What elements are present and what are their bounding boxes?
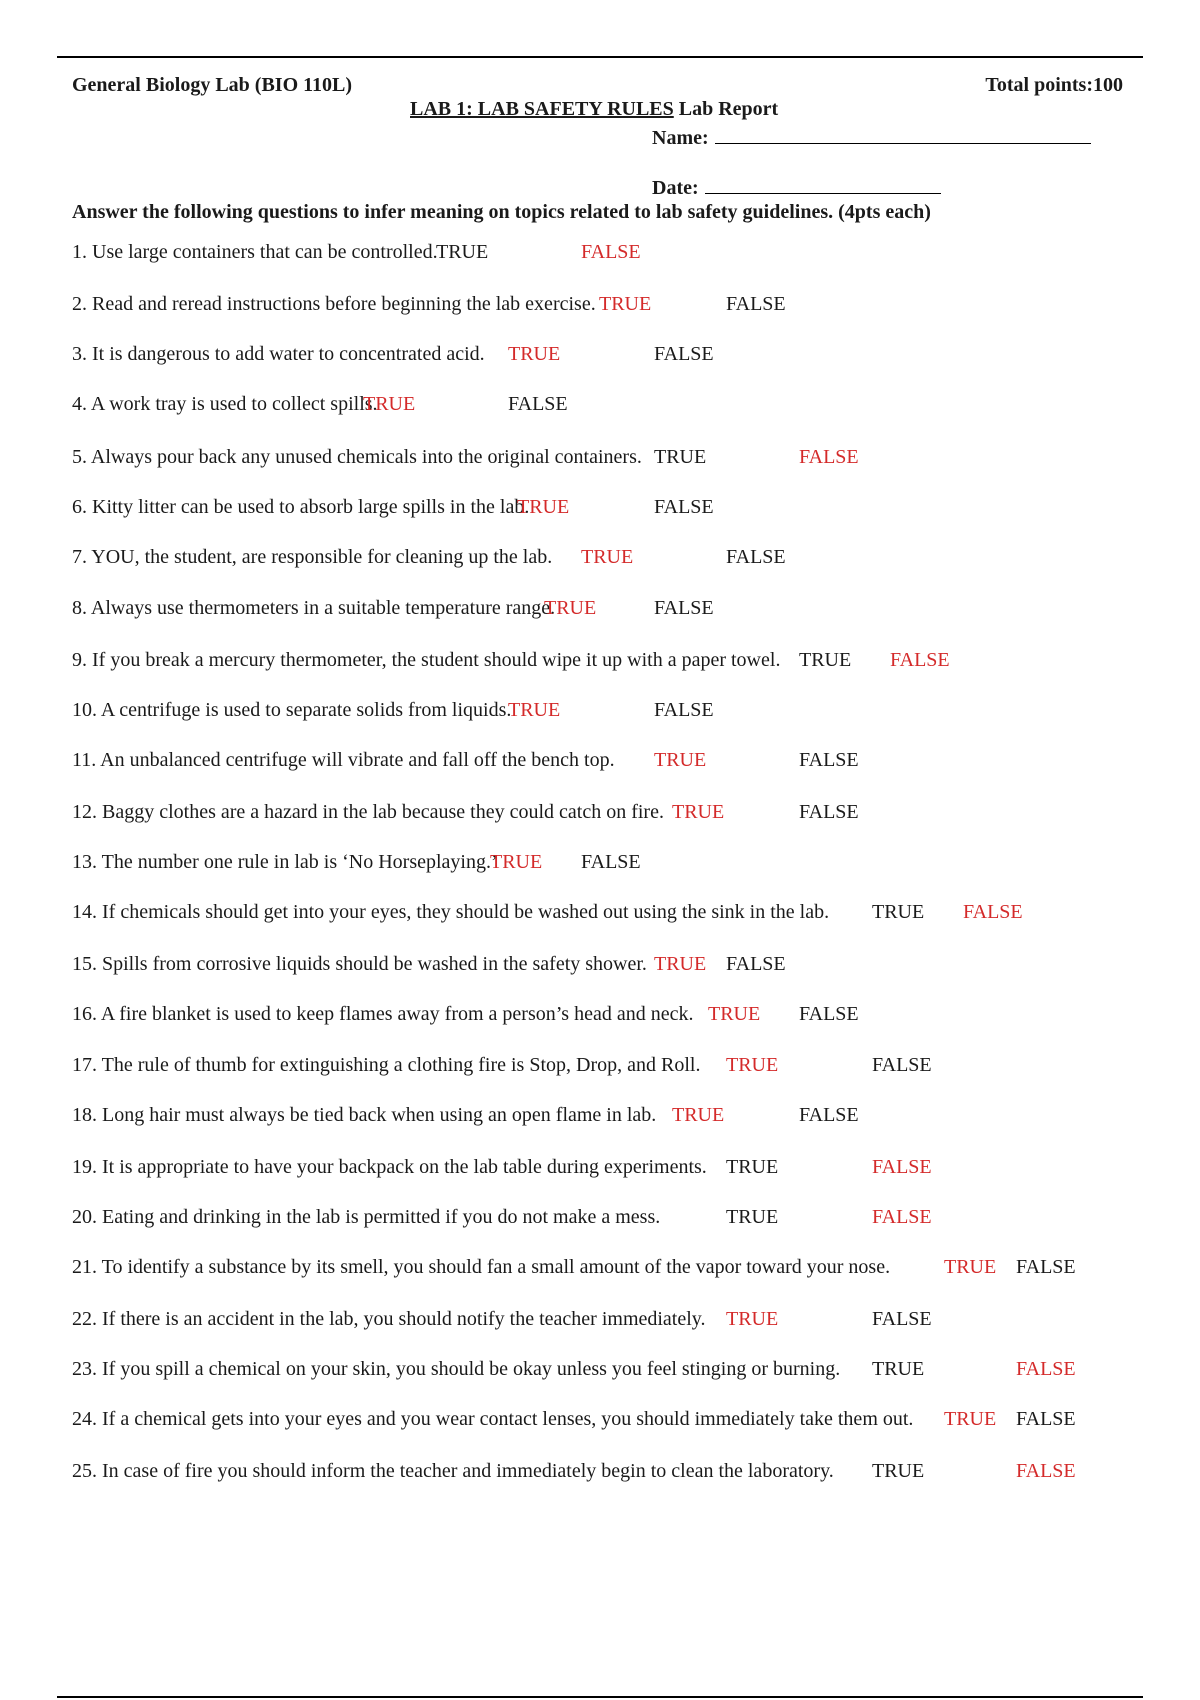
false-option[interactable]: FALSE: [872, 1054, 932, 1076]
question-text: 9. If you break a mercury thermometer, the student should wipe it up with a paper towel.: [72, 649, 781, 671]
question-text: 4. A work tray is used to collect spills.: [72, 393, 378, 415]
question-text: 11. An unbalanced centrifuge will vibrate and fall off the bench top.: [72, 749, 615, 771]
false-option[interactable]: FALSE: [890, 649, 950, 671]
true-option[interactable]: TRUE: [490, 851, 543, 873]
question-text: 1. Use large containers that can be controlled.: [72, 241, 438, 263]
false-option[interactable]: FALSE: [654, 496, 714, 518]
false-option[interactable]: FALSE: [799, 1003, 859, 1025]
false-option[interactable]: FALSE: [872, 1156, 932, 1178]
false-option[interactable]: FALSE: [726, 546, 786, 568]
true-option[interactable]: TRUE: [944, 1408, 997, 1430]
question-text: 10. A centrifuge is used to separate solids from liquids.: [72, 699, 512, 721]
false-option[interactable]: FALSE: [1016, 1408, 1076, 1430]
false-option[interactable]: FALSE: [654, 597, 714, 619]
false-option[interactable]: FALSE: [872, 1206, 932, 1228]
true-option[interactable]: TRUE: [799, 649, 852, 671]
instructions: Answer the following questions to infer meaning on topics related to lab safety guidelines. (4pts each): [72, 201, 931, 223]
true-option[interactable]: TRUE: [544, 597, 597, 619]
name-label: Name:: [652, 127, 709, 149]
question-text: 18. Long hair must always be tied back when using an open flame in lab.: [72, 1104, 657, 1126]
true-option[interactable]: TRUE: [708, 1003, 761, 1025]
date-row: [652, 175, 941, 200]
question-text: 15. Spills from corrosive liquids should be washed in the safety shower.: [72, 953, 647, 975]
true-option[interactable]: TRUE: [726, 1156, 779, 1178]
lab-title: LAB 1: LAB SAFETY RULES: [410, 98, 674, 120]
true-option[interactable]: TRUE: [654, 749, 707, 771]
true-option[interactable]: TRUE: [726, 1206, 779, 1228]
question-text: 19. It is appropriate to have your backpack on the lab table during experiments.: [72, 1156, 707, 1178]
false-option[interactable]: FALSE: [508, 393, 568, 415]
lab-title-row: [410, 98, 778, 121]
true-option[interactable]: TRUE: [508, 343, 561, 365]
true-option[interactable]: TRUE: [508, 699, 561, 721]
top-rule: [57, 56, 1143, 58]
false-option[interactable]: FALSE: [799, 1104, 859, 1126]
true-option[interactable]: TRUE: [517, 496, 570, 518]
date-field[interactable]: [705, 175, 941, 194]
question-text: 25. In case of fire you should inform the teacher and immediately begin to clean the laboratory.: [72, 1460, 834, 1482]
false-option[interactable]: FALSE: [799, 801, 859, 823]
false-option[interactable]: FALSE: [799, 446, 859, 468]
false-option[interactable]: FALSE: [1016, 1358, 1076, 1380]
true-option[interactable]: TRUE: [436, 241, 489, 263]
bottom-rule: [57, 1696, 1143, 1698]
false-option[interactable]: FALSE: [581, 851, 641, 873]
true-option[interactable]: TRUE: [872, 1460, 925, 1482]
date-label: Date:: [652, 177, 699, 199]
name-field[interactable]: [715, 125, 1091, 144]
name-row: [652, 125, 1091, 150]
true-option[interactable]: TRUE: [726, 1308, 779, 1330]
true-option[interactable]: TRUE: [872, 901, 925, 923]
true-option[interactable]: TRUE: [654, 446, 707, 468]
question-text: 6. Kitty litter can be used to absorb large spills in the lab.: [72, 496, 530, 518]
true-option[interactable]: TRUE: [654, 953, 707, 975]
question-text: 16. A fire blanket is used to keep flames away from a person’s head and neck.: [72, 1003, 694, 1025]
true-option[interactable]: TRUE: [599, 293, 652, 315]
question-text: 20. Eating and drinking in the lab is permitted if you do not make a mess.: [72, 1206, 661, 1228]
true-option[interactable]: TRUE: [672, 1104, 725, 1126]
false-option[interactable]: FALSE: [1016, 1460, 1076, 1482]
question-text: 3. It is dangerous to add water to concentrated acid.: [72, 343, 485, 365]
question-text: 21. To identify a substance by its smell, you should fan a small amount of the vapor toward your nose.: [72, 1256, 891, 1278]
true-option[interactable]: TRUE: [726, 1054, 779, 1076]
question-text: 22. If there is an accident in the lab, you should notify the teacher immediately.: [72, 1308, 706, 1330]
question-text: 5. Always pour back any unused chemicals into the original containers.: [72, 446, 642, 468]
false-option[interactable]: FALSE: [654, 699, 714, 721]
question-text: 17. The rule of thumb for extinguishing a clothing fire is Stop, Drop, and Roll.: [72, 1054, 701, 1076]
true-option[interactable]: TRUE: [363, 393, 416, 415]
question-text: 8. Always use thermometers in a suitable temperature range.: [72, 597, 556, 619]
true-option[interactable]: TRUE: [581, 546, 634, 568]
true-option[interactable]: TRUE: [872, 1358, 925, 1380]
question-text: 13. The number one rule in lab is ‘No Horseplaying.’: [72, 851, 498, 873]
question-text: 24. If a chemical gets into your eyes and you wear contact lenses, you should immediately take them out.: [72, 1408, 914, 1430]
false-option[interactable]: FALSE: [654, 343, 714, 365]
question-text: 2. Read and reread instructions before beginning the lab exercise.: [72, 293, 596, 315]
false-option[interactable]: FALSE: [581, 241, 641, 263]
question-text: 7. YOU, the student, are responsible for cleaning up the lab.: [72, 546, 553, 568]
course-title: General Biology Lab (BIO 110L): [72, 74, 353, 96]
false-option[interactable]: FALSE: [872, 1308, 932, 1330]
question-text: 23. If you spill a chemical on your skin, you should be okay unless you feel stinging or burning.: [72, 1358, 841, 1380]
total-points: Total points:100: [985, 74, 1123, 96]
false-option[interactable]: FALSE: [726, 953, 786, 975]
true-option[interactable]: TRUE: [672, 801, 725, 823]
false-option[interactable]: FALSE: [799, 749, 859, 771]
question-text: 12. Baggy clothes are a hazard in the lab because they could catch on fire.: [72, 801, 664, 823]
false-option[interactable]: FALSE: [963, 901, 1023, 923]
true-option[interactable]: TRUE: [944, 1256, 997, 1278]
lab-subtitle: Lab Report: [678, 98, 779, 120]
false-option[interactable]: FALSE: [1016, 1256, 1076, 1278]
false-option[interactable]: FALSE: [726, 293, 786, 315]
question-text: 14. If chemicals should get into your eyes, they should be washed out using the sink in the lab.: [72, 901, 830, 923]
